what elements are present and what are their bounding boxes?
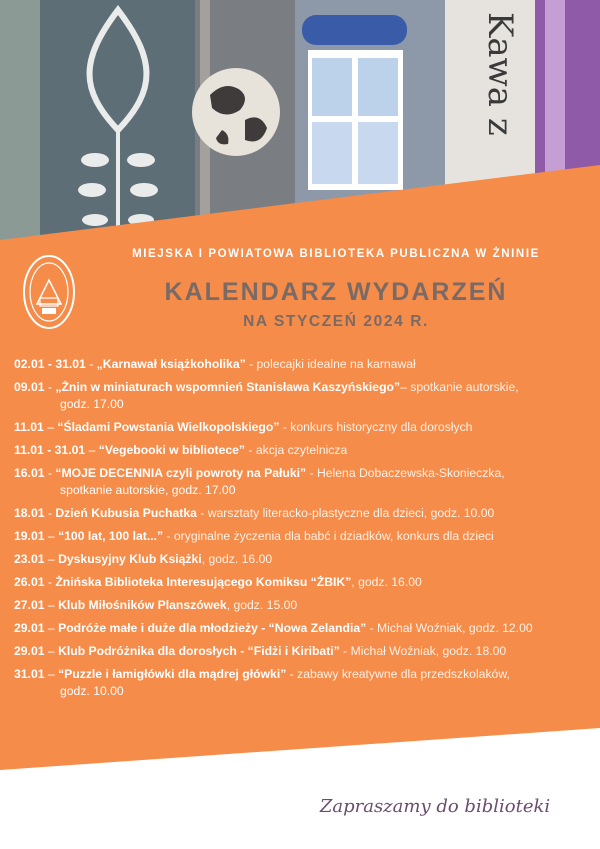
invitation-footer: Zapraszamy do biblioteki (319, 796, 551, 817)
event-title: “MOJE DECENNIA czyli powroty na Pałuki” (55, 466, 307, 480)
event-title: Dyskusyjny Klub Książki (58, 552, 202, 566)
event-item: 26.01 - Żnińska Biblioteka Interesującego Komiksu “ŻBIK”, godz. 16.00 (14, 575, 422, 589)
event-date: 18.01 (14, 506, 45, 520)
organization-name: MIEJSKA I POWIATOWA BIBLIOTEKA PUBLICZNA W ŻNINIE (132, 248, 540, 260)
event-details: – spotkanie autorskie, (400, 380, 519, 394)
event-details: - zabawy kreatywne dla przedszkolaków, (286, 667, 510, 681)
book-spine-text: Kawa z (480, 12, 520, 136)
event-date: 26.01 (14, 575, 45, 589)
event-list (14, 356, 594, 706)
library-seal-logo (22, 254, 76, 330)
event-item: 09.01 - „Żnin w miniaturach wspomnień Stanisława Kaszyńskiego”– spotkanie autorskie, godz. 17.00 (14, 380, 519, 411)
event-item: 23.01 – Dyskusyjny Klub Książki, godz. 16.00 (14, 552, 273, 566)
event-date: 29.01 (14, 644, 45, 658)
event-details: - Helena Dobaczewska-Skonieczka, (306, 466, 505, 480)
event-item: 31.01 – “Puzzle i łamigłówki dla mądrej główki” - zabawy kreatywne dla przedszkolaków, godz. 10.00 (14, 667, 510, 698)
event-date: 29.01 (14, 621, 45, 635)
event-item: 27.01 – Klub Miłośników Planszówek, godz. 15.00 (14, 598, 298, 612)
event-date: 23.01 (14, 552, 45, 566)
event-item: 16.01 - “MOJE DECENNIA czyli powroty na Pałuki” - Helena Dobaczewska-Skonieczka, spotkanie autorskie, godz. 17.00 (14, 466, 505, 497)
event-date: 11.01 (14, 420, 44, 434)
event-title: “Vegebooki w bibliotece” (98, 443, 245, 457)
event-title: “100 lat, 100 lat...” (58, 529, 164, 543)
event-details: - warsztaty literacko-plastyczne dla dzieci, godz. 10.00 (196, 506, 495, 520)
event-details: , godz. 16.00 (351, 575, 422, 589)
event-title: “Puzzle i łamigłówki dla mądrej główki” (58, 667, 287, 681)
page-subtitle: NA STYCZEŃ 2024 R. (243, 313, 429, 330)
page-title: KALENDARZ WYDARZEŃ (164, 278, 508, 306)
event-date: 31.01 (14, 667, 45, 681)
event-item: 18.01 - Dzień Kubusia Puchatka - warsztaty literacko-plastyczne dla dzieci, godz. 10.00 (14, 506, 495, 520)
event-title: “Śladami Powstania Wielkopolskiego” (57, 420, 280, 434)
event-date: 09.01 (14, 380, 45, 394)
event-title: Dzień Kubusia Puchatka (55, 506, 197, 520)
event-details: - akcja czytelnicza (245, 443, 348, 457)
event-date: 11.01 - 31.01 (14, 443, 86, 457)
event-details: - polecajki idealne na karnawał (249, 357, 416, 371)
event-item: 11.01 – “Śladami Powstania Wielkopolskiego” - konkurs historyczny dla dorosłych (14, 420, 473, 434)
event-title: „Karnawał książkoholika” (96, 357, 250, 371)
event-details: , godz. 15.00 (226, 598, 298, 612)
event-item: 29.01 – Podróże małe i duże dla młodzieży - “Nowa Zelandia” - Michał Woźniak, godz. 12.00 (14, 621, 533, 635)
event-item: 19.01 – “100 lat, 100 lat...” - oryginalne życzenia dla babć i dziadków, konkurs dla dzieci (14, 529, 494, 543)
event-title: Żnińska Biblioteka Interesującego Komiksu “ŻBIK” (55, 575, 352, 589)
event-details: - Michał Woźniak, godz. 18.00 (339, 644, 507, 658)
event-title: Klub Podróżnika dla dorosłych - “Fidżi i Kiribati” (58, 644, 340, 658)
event-date: 19.01 (14, 529, 45, 543)
event-title: Podróże małe i duże dla młodzieży - “Nowa Zelandia” (58, 621, 367, 635)
event-details: - oryginalne życzenia dla babć i dziadków, konkurs dla dzieci (163, 529, 494, 543)
event-item: 02.01 - 31.01 - „Karnawał książkoholika” - polecajki idealne na karnawał (14, 357, 416, 371)
event-item: 11.01 - 31.01 – “Vegebooki w bibliotece” - akcja czytelnicza (14, 443, 348, 457)
event-date: 02.01 - 31.01 (14, 357, 86, 371)
event-date: 27.01 (14, 598, 45, 612)
event-title: Klub Miłośników Planszówek (58, 598, 227, 612)
event-details: , godz. 16.00 (201, 552, 273, 566)
event-details: - Michał Woźniak, godz. 12.00 (366, 621, 533, 635)
event-item: 29.01 – Klub Podróżnika dla dorosłych - “Fidżi i Kiribati” - Michał Woźniak, godz. 18.00 (14, 644, 507, 658)
event-title: „Żnin w miniaturach wspomnień Stanisława Kaszyńskiego” (55, 380, 401, 394)
event-date: 16.01 (14, 466, 45, 480)
event-details: - konkurs historyczny dla dorosłych (279, 420, 473, 434)
